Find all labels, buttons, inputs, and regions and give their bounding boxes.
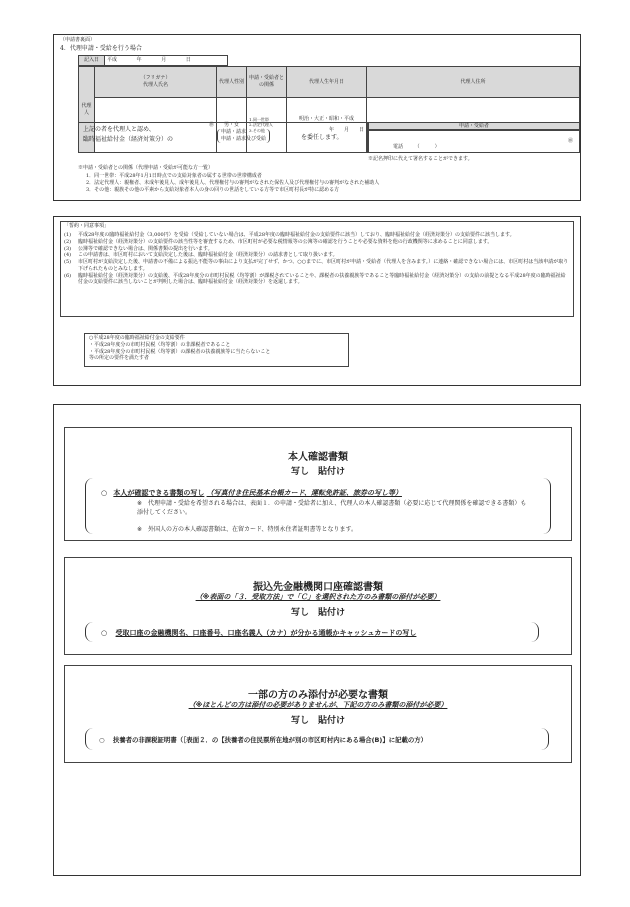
pledge-item: (1) 平成28年度の臨時福祉給付金（3,000円）を受給（受給していない場合は、平成28年度の臨時福祉給付金の支給要件に該当）しており、臨時福祉給付金（経済対策分）の支給要件に該当します。 [64,232,515,238]
relation-note: 2．法定代理人：親権者、未成年後見人、成年後見人、代理権付与の審判がなされた保佐人及び代理権付与の審判がなされた補助人 [86,179,380,186]
signature-note: ※記名押印に代えて署名することができます。 [368,156,473,162]
delegate-text-3: を委任します。 [301,134,343,141]
delegate-text-1: 上記の者を代理人と認め、 [83,126,155,133]
part-main-text: 扶養者の非課税証明書（［表面２．の【扶養者の住民票所在地が別の市区町村内にある場合(B)】に記載の方） [112,736,428,744]
circle-mark: ○ [101,629,108,637]
relation-note: 1．同一世帯：平成28年1月1日時点での支給対象者の属する世帯の世帯構成者 [86,173,262,179]
delegate-text-2: 臨時福祉給付金（経済対策分）の [83,136,174,143]
pledge-list [64,232,570,286]
pledge-item: (5) 市区町村が支給決定した後、申請書の不備による振込不能等の事由により支払が完了せず、かつ、○○までに、市区町村が申請・受給者（代理人を含みます。）に連絡・確認できない場合には、市区町村は当該申請が取り下げられたものとみなします。 [64,259,569,272]
id-main [101,488,402,498]
proxy-heading: 4．代理申請・受給を行う場合 [60,45,142,52]
requirement-line: ・平成28年度分の市町村民税（均等割）の非課税者であること [89,341,231,348]
relation-label: 申請・受給者との関係 [247,67,287,98]
part-main [99,735,427,744]
birth-ymd: 年 月 日 [328,126,364,133]
bank-main [101,628,416,638]
entry-day: 日 [185,57,191,63]
pledge-item: (6) 臨時福祉給付金（経済対策分）の支給後、平成28年度分の市町村民税（均等割）が課税されていることや、課税者の扶養親族等であること等臨時福祉給付金（経済対策分）の支給の前提となる平成28年度の臨時福祉給付金の支給要件に該当しないことが判明した場合は、臨時福祉給付金（経済対策分）を返還します。 [64,272,566,286]
bank-title: 振込先金融機関口座確認書類 [253,582,383,593]
applicant-header: 申請・受給者 [368,122,580,130]
pledge-title: 「誓約・同意事項」 [64,223,110,229]
bank-docs-box [64,557,572,655]
part-title: 一部の方のみ添付が必要な書類 [248,690,388,701]
delegation-box [78,122,368,153]
delegate-option: 申請・請求及び受給 [221,135,267,142]
requirement-line: ○平成28年度の臨時福祉給付金の支給要件 [89,335,185,341]
id-main-italic: （写真付き住民基本台帳カード、運転免許証、旅券の写し等） [206,489,402,497]
circle-mark: ○ [99,736,105,744]
relation-note-title: ※申請・受給者との関係（代理申請・受給が可能な方一覧） [78,165,214,171]
entry-date-table [78,55,228,66]
entry-era: 平成 [107,57,118,63]
id-title: 本人確認書類 [288,452,348,463]
relation-note: 3．その他：親族その他の平素から支給対象者本人の身の回りの世話をしている方等で市区町村長が特に認める方 [86,186,340,193]
bank-main-text: 受取口座の金融機関名、口座番号、口座名義人（カナ）が分かる通帳かキャッシュカードの写し [115,629,417,637]
relation-option: 3.その他 [249,127,265,133]
entry-year: 年 [136,57,142,63]
entry-date-field[interactable] [105,56,228,66]
relation-option: 2.法定代理人 [249,122,273,128]
pledge-section [53,216,581,386]
part-sub: 写し 貼付け [290,716,345,726]
seal-mark: ㊞ [208,121,214,128]
requirement-line: ・平成28年度分の市町村民税（均等割）の課税者の扶養親族等に当たらないこと [89,348,271,355]
delegate-options [217,129,270,143]
proxy-name-label: 代理人氏名 [142,81,168,88]
circle-mark: ○ [101,489,108,497]
bank-sub: 写し 貼付け [290,608,345,618]
part-italic: （※ほとんどの方は添付の必要がありませんが、下記の方のみ書類の添付が必要） [188,701,448,709]
gender-value: 男・女 [223,121,239,128]
entry-date-label: 記入日 [79,56,105,66]
furigana-label: （フリガナ） [140,75,171,82]
address-label: 代理人住所 [367,67,580,98]
bank-italic: （※表面の「３．受取方法」で「Ｃ」を選択された方のみ書類の添付が必要） [195,593,441,601]
birth-label: 代理人生年月日 [287,67,367,98]
id-sub: 写し 貼付け [290,467,345,477]
entry-month: 月 [161,57,167,63]
requirement-box [84,333,349,367]
pledge-item: (2) 臨時福祉給付金（経済対策分）の支給要件の該当性等を審査するため、市区町村が必要な税情報等の公簿等の確認を行うことや必要な資料を他の行政機関等に求めることに同意します。 [64,238,493,245]
attachments-section [53,404,581,876]
proxy-section [53,34,581,201]
phone-field: （ ） [414,144,440,151]
applicant-field[interactable] [368,130,580,153]
section-label: （申請書裏面） [60,37,96,43]
partial-docs-box [64,665,572,763]
relation-option: 1.同一世帯 [249,117,269,123]
seal-mark: ㊞ [567,138,573,144]
delegate-option: 申請・請求 [221,129,247,135]
id-docs-box [64,427,572,541]
pledge-item: (4) この申請書は、市区町村において支給決定した後は、臨時福祉給付金（経済対策分）の請求書として取り扱います。 [64,252,338,259]
id-note-1: ※ 代理申請・受給を希望される場合は、表面１．の申請・受給者に加え、代理人の本人確認書類（必要に応じて代理関係を確認できる書類）も添付してください。 [137,500,527,516]
relation-notes [86,173,576,193]
gender-label: 代理人性別 [217,67,247,98]
pledge-item: (3) 公簿等で確認できない場合は、関係書類の提出を行います。 [64,245,213,252]
id-main-bold: 本人が確認できる書類の写し [113,489,205,497]
phone-label: 電話 [393,144,404,151]
requirement-line: 等の所定の要件を満たす者 [89,355,150,362]
id-note-2: ※ 外国人の方の本人確認書類は、在留カード、特別永住者証明書等となります。 [137,526,358,533]
birth-eras: 明治・大正・昭和・平成 [298,116,354,123]
proxy-label: 代理人 [79,67,95,153]
